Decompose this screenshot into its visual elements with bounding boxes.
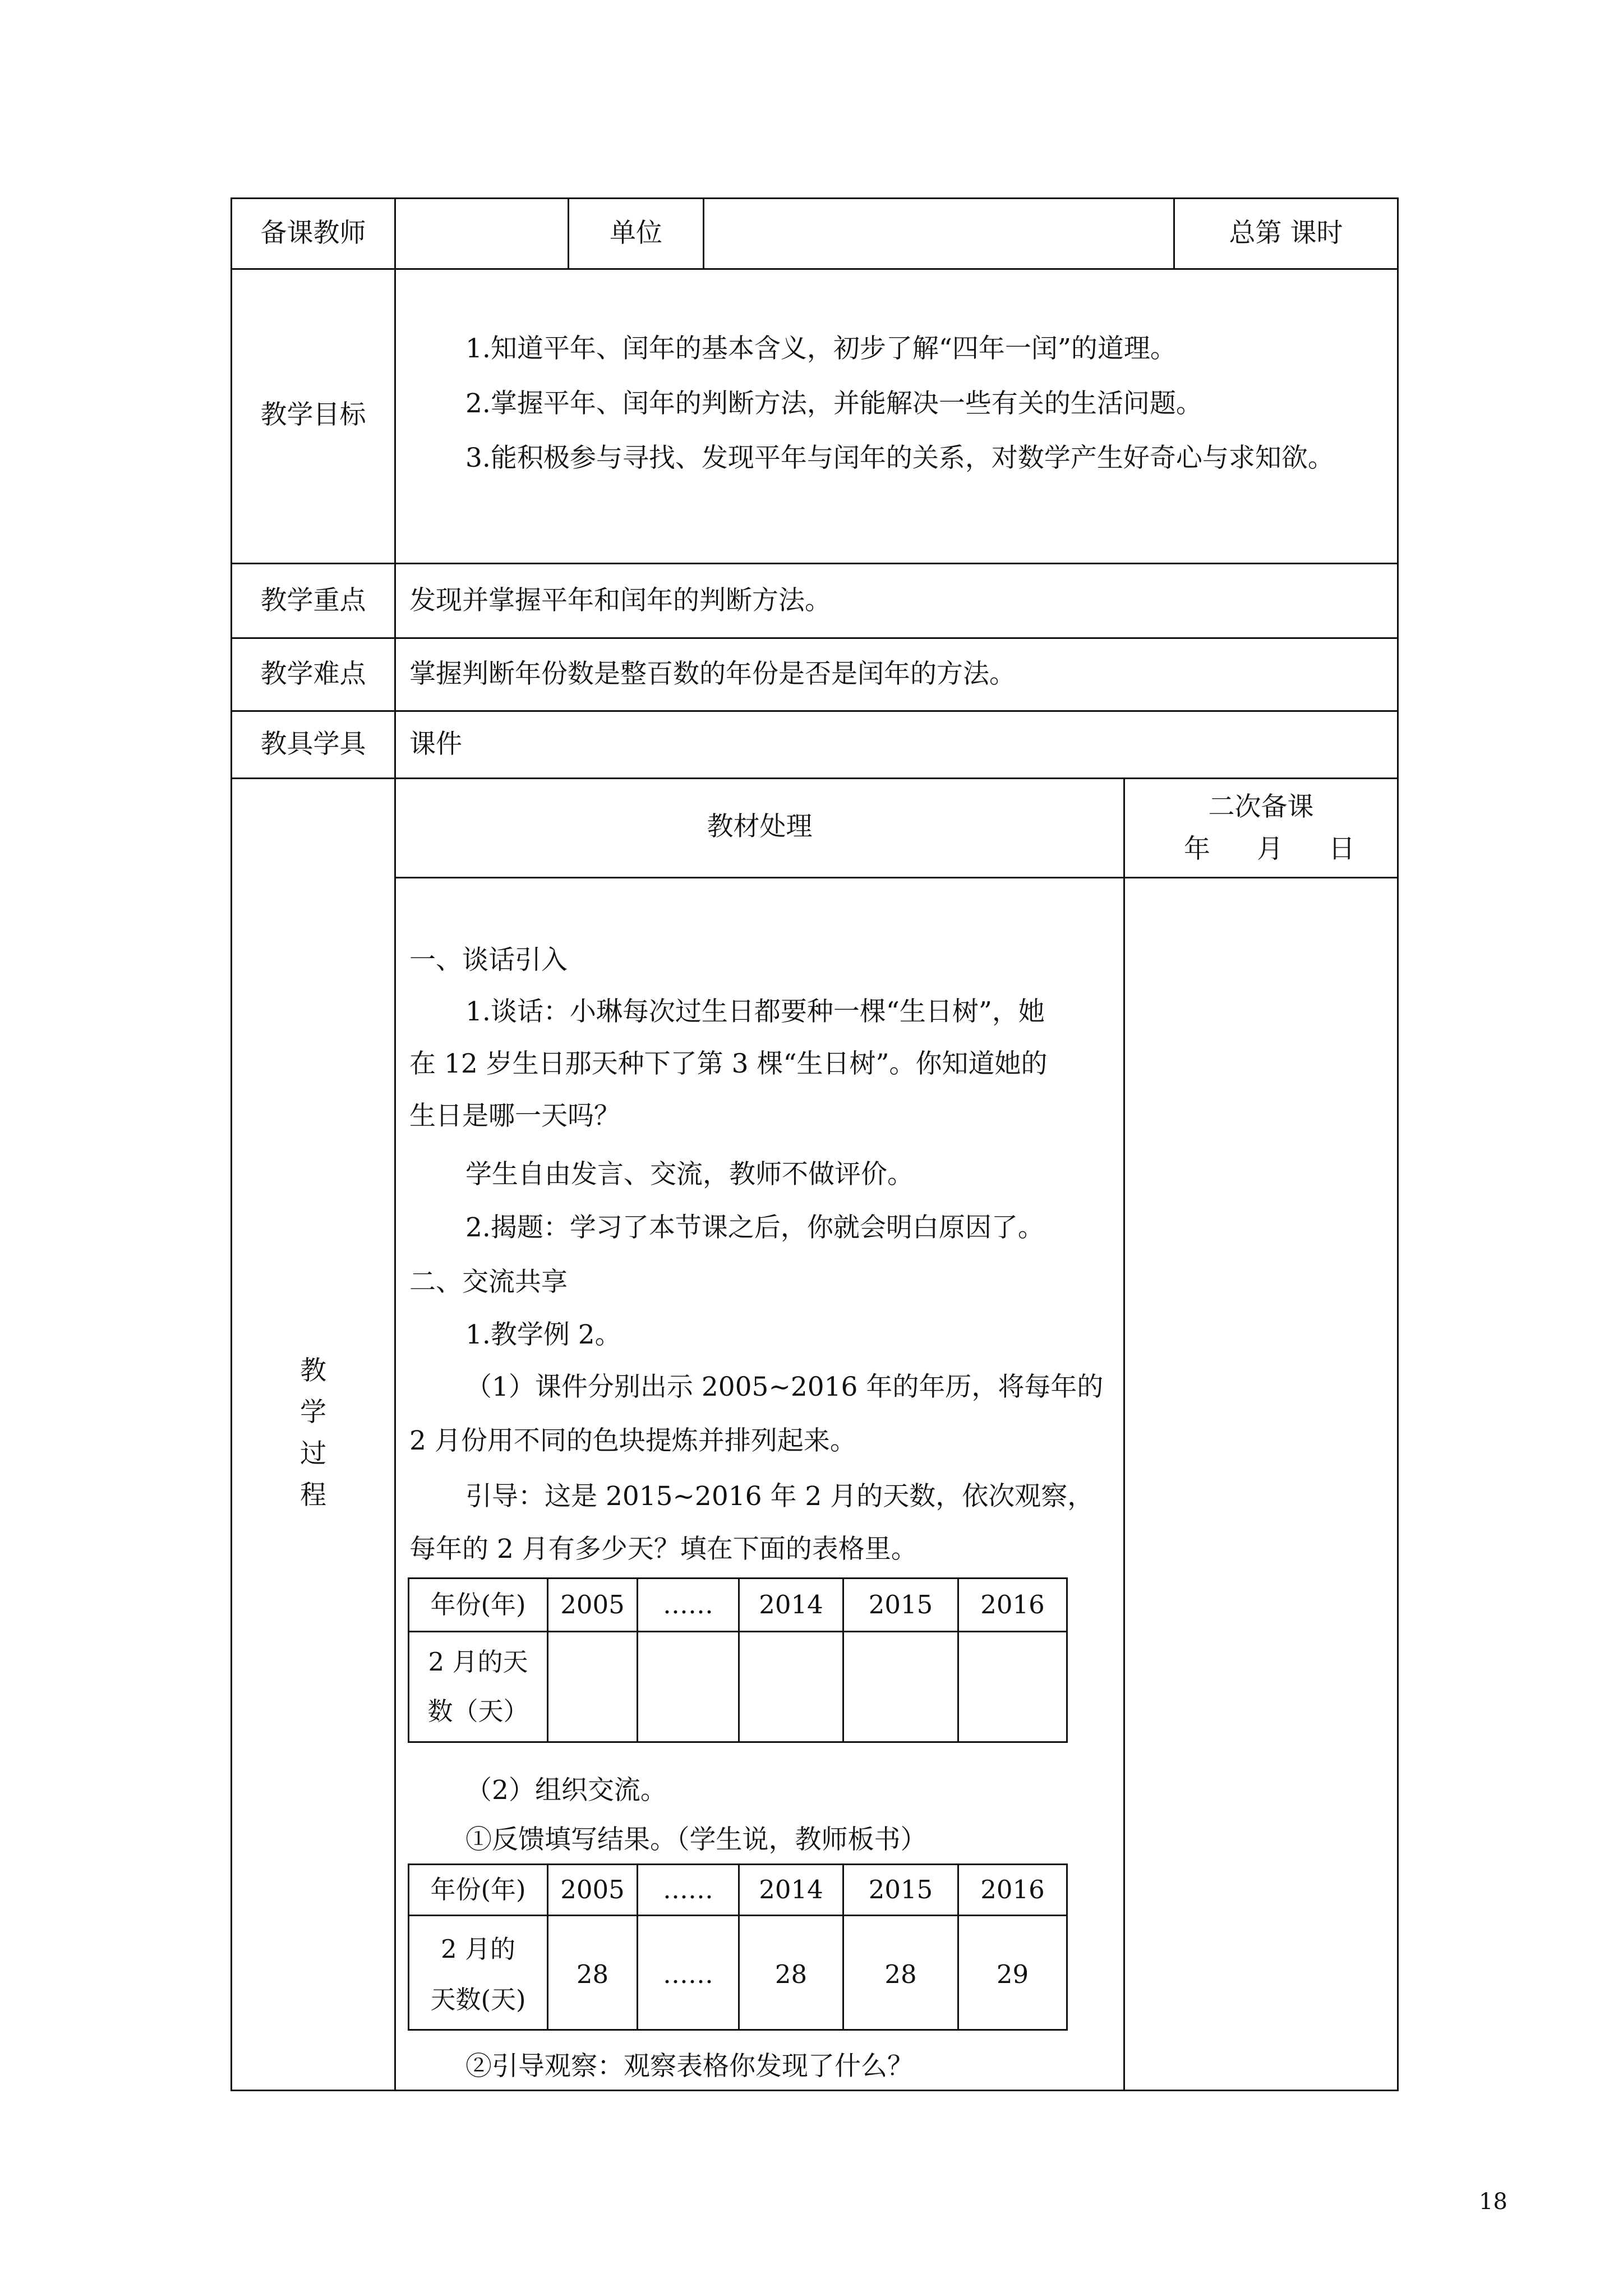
table-row-line: [230, 637, 1399, 639]
lesson-label: 总第 课时: [1229, 218, 1343, 249]
process-label-char: 过: [300, 1438, 326, 1469]
process-label-char: 程: [300, 1480, 326, 1511]
table2-value-cell: 29: [996, 1959, 1029, 1989]
table1-header-cell: 2005: [560, 1590, 625, 1619]
process-line: （1）课件分别出示 2005~2016 年的年历，将每年的: [465, 1372, 1104, 1402]
process-line: 2 月份用不同的色块提炼并排列起来。: [409, 1425, 856, 1456]
date-year-label: 年: [1184, 834, 1210, 864]
process-line: 1.谈话：小琳每次过生日都要种一棵“生日树”，她: [465, 996, 1045, 1027]
table-border-left: [230, 197, 232, 2091]
table2-row-label: 天数(天): [430, 1985, 526, 2014]
table1-header-cell: 2014: [759, 1590, 823, 1619]
difficulty-value: 掌握判断年份数是整百数的年份是否是闰年的方法。: [409, 659, 1016, 689]
table2-value-cell: 28: [576, 1959, 609, 1989]
objective-item: 2.掌握平年、闰年的判断方法，并能解决一些有关的生活问题。: [465, 388, 1202, 419]
process-label-char: 学: [300, 1397, 326, 1428]
table1-header-cell: 年份(年): [430, 1590, 526, 1619]
date-day-label: 日: [1329, 834, 1355, 864]
key-point-label: 教学重点: [260, 585, 366, 616]
objective-item: 1.知道平年、闰年的基本含义，初步了解“四年一闰”的道理。: [465, 333, 1177, 364]
table1-row-label: 2 月的天: [428, 1647, 528, 1677]
table2-header-cell: ……: [663, 1875, 713, 1904]
process-line: ①反馈填写结果。（学生说，教师板书）: [465, 1824, 927, 1855]
table-col-line: [1123, 777, 1125, 2091]
table-border-top: [230, 197, 1399, 199]
date-month-label: 月: [1257, 834, 1283, 864]
table2-row-label: 2 月的: [441, 1934, 515, 1964]
process-line: 在 12 岁生日那天种下了第 3 棵“生日树”。你知道她的: [409, 1048, 1048, 1079]
table2-value-cell: 28: [774, 1959, 808, 1989]
table-border-bottom: [230, 2090, 1399, 2091]
table2-header-cell: 年份(年): [430, 1875, 526, 1904]
table-row-line: [230, 268, 1399, 270]
process-line: 2.揭题：学习了本节课之后，你就会明白原因了。: [465, 1212, 1044, 1243]
process-line: 引导：这是 2015~2016 年 2 月的天数，依次观察，: [465, 1481, 1094, 1512]
second-prep-header: 二次备课: [1208, 792, 1314, 822]
table2-value-cell: 28: [884, 1959, 917, 1989]
key-point-value: 发现并掌握平年和闰年的判断方法。: [409, 585, 831, 616]
table-col-line: [703, 197, 704, 270]
table1-header-cell: 2015: [868, 1590, 933, 1619]
table1-row-label: 数（天）: [427, 1696, 529, 1726]
section-heading: 一、谈话引入: [409, 945, 568, 976]
objective-item: 3.能积极参与寻找、发现平年与闰年的关系，对数学产生好奇心与求知欲。: [465, 443, 1334, 473]
inner-table-line: [1066, 1864, 1068, 2031]
unit-label: 单位: [610, 218, 662, 249]
table2-header-cell: 2014: [759, 1875, 823, 1904]
table-col-line: [394, 197, 396, 2091]
table-row-line: [230, 563, 1399, 564]
process-line: 生日是哪一天吗？: [409, 1101, 620, 1131]
table-row-line: [230, 777, 1399, 779]
inner-table-line: [1066, 1577, 1068, 1743]
table-row-line: [394, 877, 1399, 878]
material-header: 教材处理: [707, 811, 813, 842]
teacher-label: 备课教师: [260, 218, 366, 249]
table-border-right: [1397, 197, 1399, 2091]
process-line: （2）组织交流。: [465, 1775, 667, 1806]
page-number: 18: [1479, 2189, 1507, 2215]
tools-value: 课件: [409, 729, 462, 760]
process-line: ②引导观察：观察表格你发现了什么？: [465, 2051, 914, 2082]
process-line: 学生自由发言、交流，教师不做评价。: [465, 1159, 914, 1190]
table2-header-cell: 2015: [868, 1875, 933, 1904]
table2-header-cell: 2016: [980, 1875, 1045, 1904]
table2-value-cell: ……: [663, 1959, 713, 1989]
tools-label: 教具学具: [260, 729, 366, 760]
process-line: 每年的 2 月有多少天？填在下面的表格里。: [409, 1534, 917, 1565]
objectives-label: 教学目标: [260, 399, 366, 430]
process-label-char: 教: [300, 1355, 326, 1386]
process-line: 1.教学例 2。: [465, 1319, 621, 1350]
table1-header-cell: 2016: [980, 1590, 1045, 1619]
table2-header-cell: 2005: [560, 1875, 625, 1904]
table1-header-cell: ……: [663, 1590, 713, 1619]
table-row-line: [230, 710, 1399, 712]
section-heading: 二、交流共享: [409, 1267, 568, 1297]
difficulty-label: 教学难点: [260, 659, 366, 689]
